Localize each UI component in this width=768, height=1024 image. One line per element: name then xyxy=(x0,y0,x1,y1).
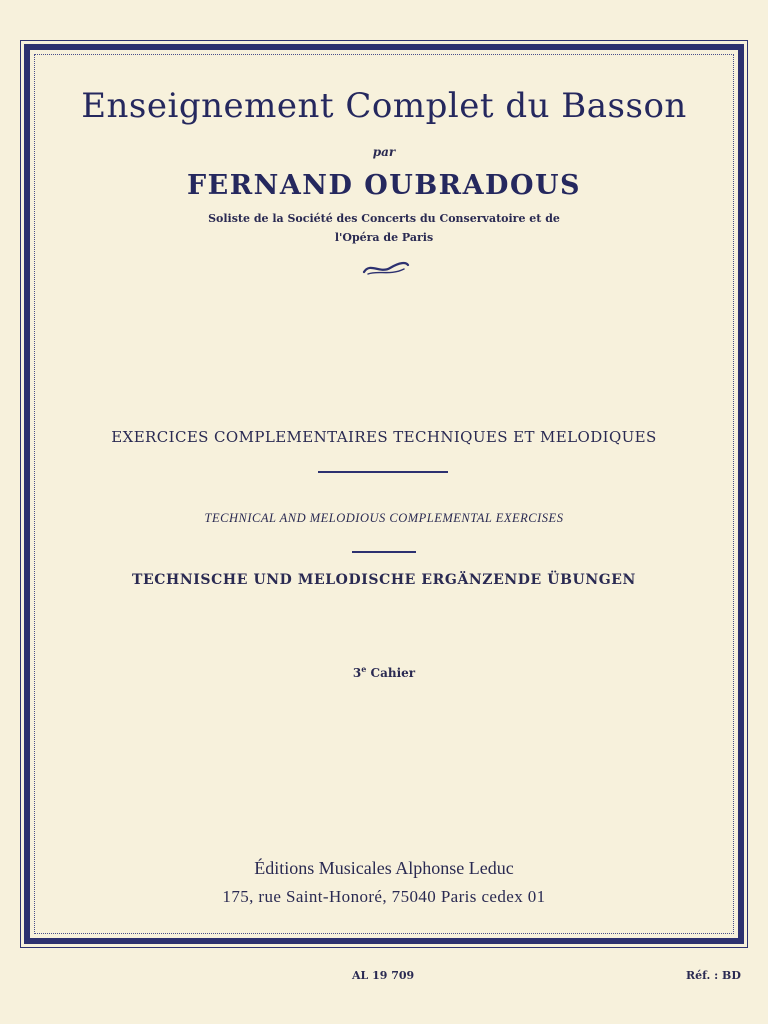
flourish-ornament-icon xyxy=(360,256,412,278)
publisher-address: 175, rue Saint-Honoré, 75040 Paris cedex 01 xyxy=(222,887,546,906)
catalog-number: AL 19 709 xyxy=(352,969,415,982)
author-name: FERNAND OUBRADOUS xyxy=(186,170,582,201)
subtitle-german: TECHNISCHE UND MELODISCHE ERGÄNZENDE ÜBUNGEN xyxy=(132,572,636,588)
book-title: Enseignement Complet du Basson xyxy=(81,86,687,126)
divider-rule xyxy=(318,471,448,473)
publisher-name: Éditions Musicales Alphonse Leduc xyxy=(254,858,514,878)
author-credentials-line2: l'Opéra de Paris xyxy=(334,231,434,244)
by-label: par xyxy=(372,145,396,159)
reference-code: Réf. : BD xyxy=(686,969,741,982)
author-credentials-line1: Soliste de la Société des Concerts du Conservatoire et de xyxy=(208,212,560,225)
subtitle-french: EXERCICES COMPLEMENTAIRES TECHNIQUES ET MELODIQUES xyxy=(111,428,657,446)
volume-label: 3e Cahier xyxy=(352,664,416,680)
subtitle-english: TECHNICAL AND MELODIOUS COMPLEMENTAL EXERCISES xyxy=(204,511,564,525)
divider-rule-short xyxy=(352,551,416,553)
